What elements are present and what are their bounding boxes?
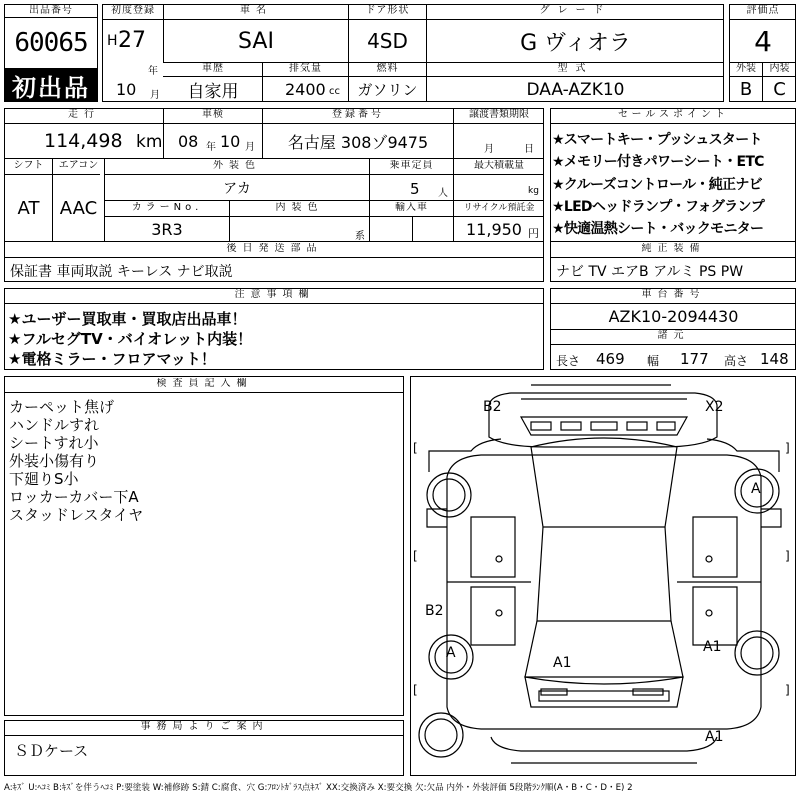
car-name-label: 車名	[240, 5, 272, 16]
bracket-mark: ]	[785, 441, 790, 455]
first-reg-month: 10	[116, 80, 137, 99]
shift-label: シフト	[13, 160, 44, 171]
damage-mark: A1	[553, 655, 572, 671]
displacement-unit: cc	[329, 86, 340, 97]
inspector-item: カーペット焦げ	[9, 398, 115, 416]
bracket-mark: [	[413, 683, 418, 697]
displacement: 2400	[285, 80, 326, 99]
fuel: ガソリン	[357, 81, 418, 99]
first-reg-year: 27	[118, 28, 146, 53]
capacity-unit: 人	[438, 188, 448, 199]
transfer-label: 譲渡書類期限	[469, 109, 529, 120]
bracket-mark: [	[413, 549, 418, 563]
mileage-label: 走行	[68, 109, 100, 120]
car-diagram	[410, 376, 796, 776]
chassis-label: 車台番号	[641, 289, 706, 300]
capacity-label: 乗車定員	[389, 160, 434, 171]
divider	[4, 241, 544, 242]
capacity: 5	[410, 180, 420, 198]
divider	[550, 123, 796, 124]
aircon-label: エアコン	[58, 160, 99, 171]
dimensions-label: 諸元	[657, 330, 690, 341]
grade: G ヴィオラ	[520, 30, 631, 56]
divider	[104, 200, 544, 201]
sales-point-item: ★LEDヘッドランプ・フォグランプ	[552, 199, 765, 215]
import-label: 輸入車	[395, 202, 428, 213]
width-label: 幅	[647, 354, 660, 368]
recycle-fee: 11,950	[466, 220, 522, 239]
first-reg-year-unit: 年	[148, 66, 158, 77]
aircon: AAC	[59, 198, 98, 219]
inspector-item: ハンドルすれ	[9, 416, 100, 434]
first-reg-era: H	[107, 33, 118, 49]
recycle-unit: 円	[528, 227, 539, 240]
inspection-month: 10	[220, 132, 241, 151]
inspector-label: 検査員記入欄	[156, 378, 253, 389]
inspection-year: 08	[178, 132, 199, 151]
grade-label: グレード	[539, 5, 612, 16]
equipment-text: ナビ TV エアB アルミ PS PW	[556, 264, 744, 280]
note-item: ★フルセグTV・バイオレット内装！	[8, 330, 253, 348]
divider	[550, 257, 796, 258]
height: 148	[760, 350, 789, 368]
divider	[4, 158, 544, 159]
damage-mark: A1	[703, 639, 722, 655]
inspector-item: ロッカーカバー下A	[9, 488, 139, 506]
model: DAA-AZK10	[526, 79, 625, 100]
transfer-day-unit: 日	[524, 144, 534, 155]
car-name: SAI	[238, 28, 274, 54]
model-label: 型式	[557, 63, 594, 74]
width: 177	[680, 350, 709, 368]
length-label: 長さ	[556, 354, 581, 368]
divider	[4, 303, 544, 304]
sales-points-label: セールスポイント	[617, 109, 730, 120]
interior-color-unit: 系	[355, 231, 365, 242]
shift: AT	[17, 198, 40, 219]
damage-mark: A	[751, 481, 761, 497]
office-text: ＳＤケース	[14, 742, 89, 760]
first-reg-label: 初度登録	[111, 5, 155, 16]
inspector-item: 外装小傷有り	[9, 452, 100, 470]
legend: A:ｷｽﾞ U:ﾍｺﾐ B:ｷｽﾞを伴うﾍｺﾐ P:要塗装 W:補修跡 S:錆 C:腐食、穴 G:ﾌﾛﾝﾄｶﾞﾗｽ点ｷｽﾞ XX:交換済み X:要交換 欠:欠品 内外・外装評価 5段階ﾗﾝｸ順(A・B・C・D・E) 2	[4, 783, 633, 793]
sales-point-item: ★スマートキー・プッシュスタート	[552, 132, 762, 148]
interior-grade-label: 内装	[769, 63, 790, 74]
reg-number: 名古屋 308ゾ9475	[287, 132, 429, 152]
divider	[550, 241, 796, 242]
mileage-unit: km	[136, 132, 163, 152]
inspection-month-unit: 月	[245, 142, 255, 153]
max-load-label: 最大積載量	[474, 160, 524, 171]
displacement-label: 排気量	[289, 63, 322, 74]
damage-mark: A	[446, 645, 456, 661]
exterior-grade-label: 外装	[736, 63, 756, 74]
history-label: 車歴	[202, 63, 224, 74]
color-no: 3R3	[151, 219, 183, 239]
max-load-unit: kg	[528, 186, 539, 196]
car-outline	[411, 377, 796, 776]
later-parts-text: 保証書 車両取説 キーレス ナビ取説	[10, 264, 233, 280]
transfer-month-unit: 月	[484, 144, 494, 155]
inspector-item: スタッドレスタイヤ	[9, 506, 144, 524]
bracket-mark: ]	[785, 549, 790, 563]
damage-mark: X2	[705, 399, 724, 415]
divider	[4, 735, 404, 736]
damage-mark: B2	[425, 603, 444, 619]
inspector-item: 下廻りS小	[9, 470, 79, 488]
equipment-label: 純正装備	[641, 243, 706, 254]
door-label: ドア形状	[365, 5, 410, 16]
history: 自家用	[187, 82, 239, 102]
divider	[550, 344, 796, 345]
reg-number-label: 登録番号	[332, 109, 384, 120]
sales-point-item: ★メモリー付きパワーシート・ETC	[552, 154, 764, 170]
mileage: 114,498	[44, 130, 123, 152]
sales-point-item: ★快適温熱シート・バックモニター	[552, 221, 764, 237]
fuel-label: 燃料	[376, 63, 399, 74]
first-listing-badge: 初出品	[5, 68, 97, 102]
divider	[4, 392, 404, 393]
length: 469	[596, 350, 625, 368]
height-label: 高さ	[724, 354, 749, 368]
recycle-label: リサイクル預託金	[463, 203, 535, 213]
lot-label: 出品番号	[5, 5, 97, 18]
door-type: 4SD	[367, 29, 408, 53]
color-no-label: カラーNo.	[131, 202, 203, 213]
inspection-year-unit: 年	[206, 142, 216, 153]
divider	[4, 257, 544, 258]
score: 4	[754, 24, 772, 58]
lot-number: 60065	[14, 28, 88, 58]
damage-mark: B2	[483, 399, 502, 415]
bracket-mark: ]	[785, 683, 790, 697]
later-parts-label: 後日発送部品	[226, 243, 323, 254]
inspection-label: 車検	[202, 109, 224, 120]
bracket-mark: [	[413, 441, 418, 455]
first-reg-month-unit: 月	[150, 90, 160, 101]
note-item: ★電格ミラー・フロアマット！	[8, 350, 216, 368]
color: アカ	[223, 180, 251, 197]
interior-grade: C	[773, 79, 786, 100]
color-label: 外装色	[213, 160, 261, 171]
divider	[412, 216, 413, 241]
inspector-item: シートすれ小	[9, 434, 99, 452]
damage-mark: A1	[705, 729, 724, 745]
chassis-number: AZK10-2094430	[608, 307, 739, 326]
interior-color-label: 内装色	[275, 202, 324, 213]
score-label: 評価点	[746, 5, 780, 16]
sales-point-item: ★クルーズコントロール・純正ナビ	[552, 177, 762, 193]
note-item: ★ユーザー買取車・買取店出品車！	[8, 310, 247, 328]
exterior-grade: B	[739, 79, 753, 100]
lot-number-box	[4, 4, 98, 102]
office-label: 事務局よりご案内	[140, 721, 269, 732]
notes-label: 注意事項欄	[234, 289, 315, 300]
